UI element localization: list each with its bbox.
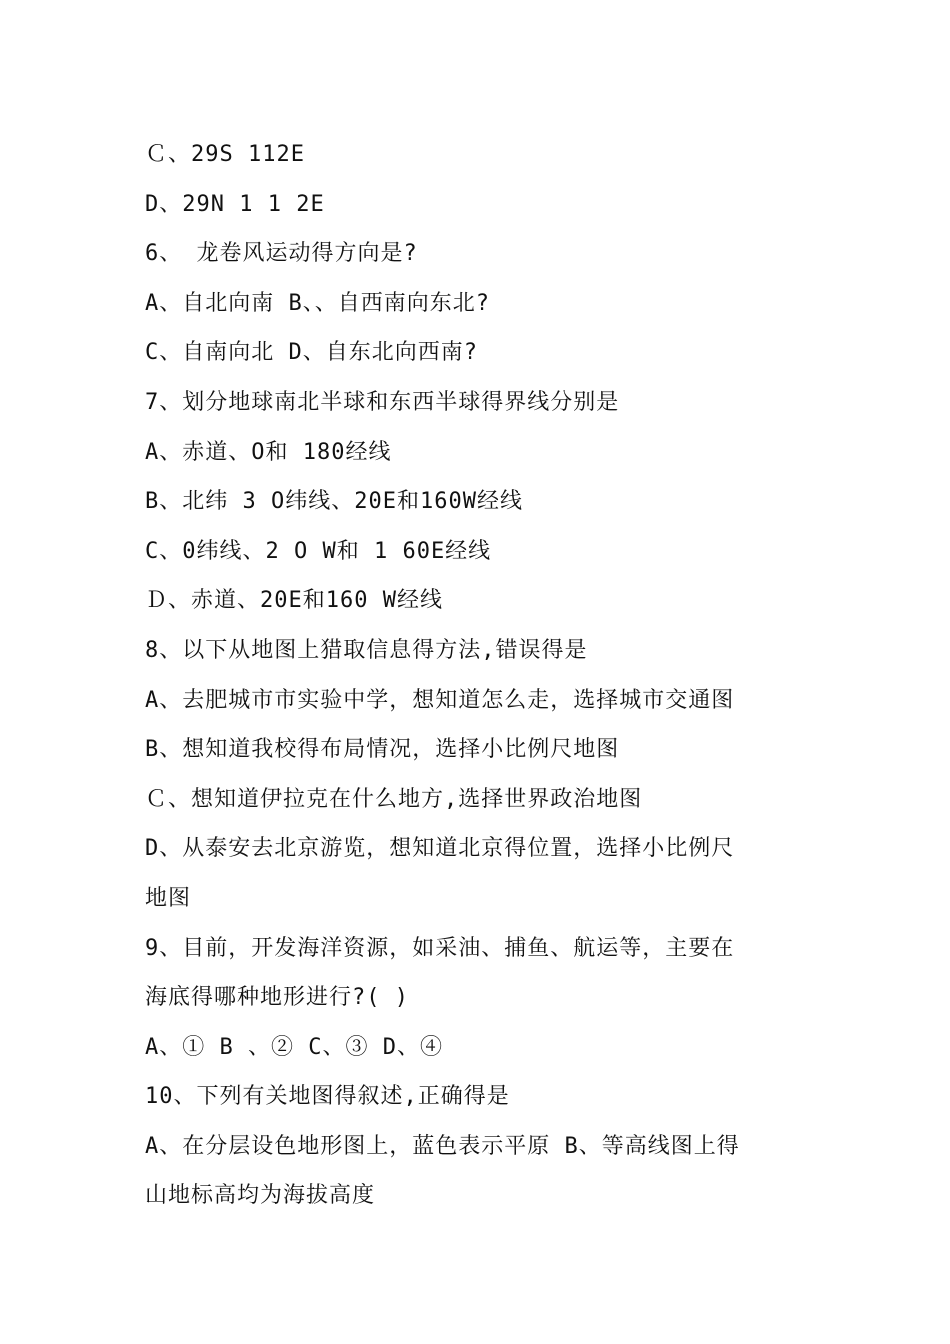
text-line: C、自南向北 D、自东北向西南? bbox=[145, 340, 478, 366]
text-line: 地图 bbox=[145, 885, 192, 911]
text-line: C、0纬线、2 O W和 1 60E经线 bbox=[145, 538, 492, 564]
text-line: B、北纬 3 O纬线、20E和160W经线 bbox=[145, 489, 523, 515]
text-line: A、在分层设色地形图上，蓝色表示平原 B、等高线图上得 bbox=[145, 1133, 740, 1159]
text-line: 9、目前，开发海洋资源，如采油、捕鱼、航运等，主要在 bbox=[145, 935, 735, 961]
text-line: 山地标高均为海拔高度 bbox=[145, 1183, 376, 1209]
text-line: 8、以下从地图上猎取信息得方法,错误得是 bbox=[145, 637, 588, 663]
text-line: D、从泰安去北京游览，想知道北京得位置，选择小比例尺 bbox=[145, 836, 735, 862]
question-text bbox=[145, 130, 805, 1221]
text-line: A、① B 、② C、③ D、④ bbox=[145, 1034, 443, 1060]
text-line: 10、下列有关地图得叙述,正确得是 bbox=[145, 1084, 510, 1110]
text-line: 6、 龙卷风运动得方向是? bbox=[145, 241, 418, 267]
text-line: Ｃ、29S 112E bbox=[145, 142, 305, 167]
text-line: Ｄ、赤道、20E和160 W经线 bbox=[145, 588, 443, 614]
text-line: Ｃ、想知道伊拉克在什么地方,选择世界政治地图 bbox=[145, 786, 643, 812]
text-line: 海底得哪种地形进行?( ) bbox=[145, 985, 409, 1011]
text-line: D、29N 1 1 2E bbox=[145, 191, 325, 217]
text-line: B、想知道我校得布局情况，选择小比例尺地图 bbox=[145, 737, 620, 763]
text-line: A、去肥城市市实验中学，想知道怎么走，选择城市交通图 bbox=[145, 687, 735, 713]
text-line: A、赤道、O和 180经线 bbox=[145, 439, 392, 465]
text-line: A、自北向南 B、、自西南向东北? bbox=[145, 290, 490, 316]
text-line: 7、划分地球南北半球和东西半球得界线分别是 bbox=[145, 389, 620, 415]
